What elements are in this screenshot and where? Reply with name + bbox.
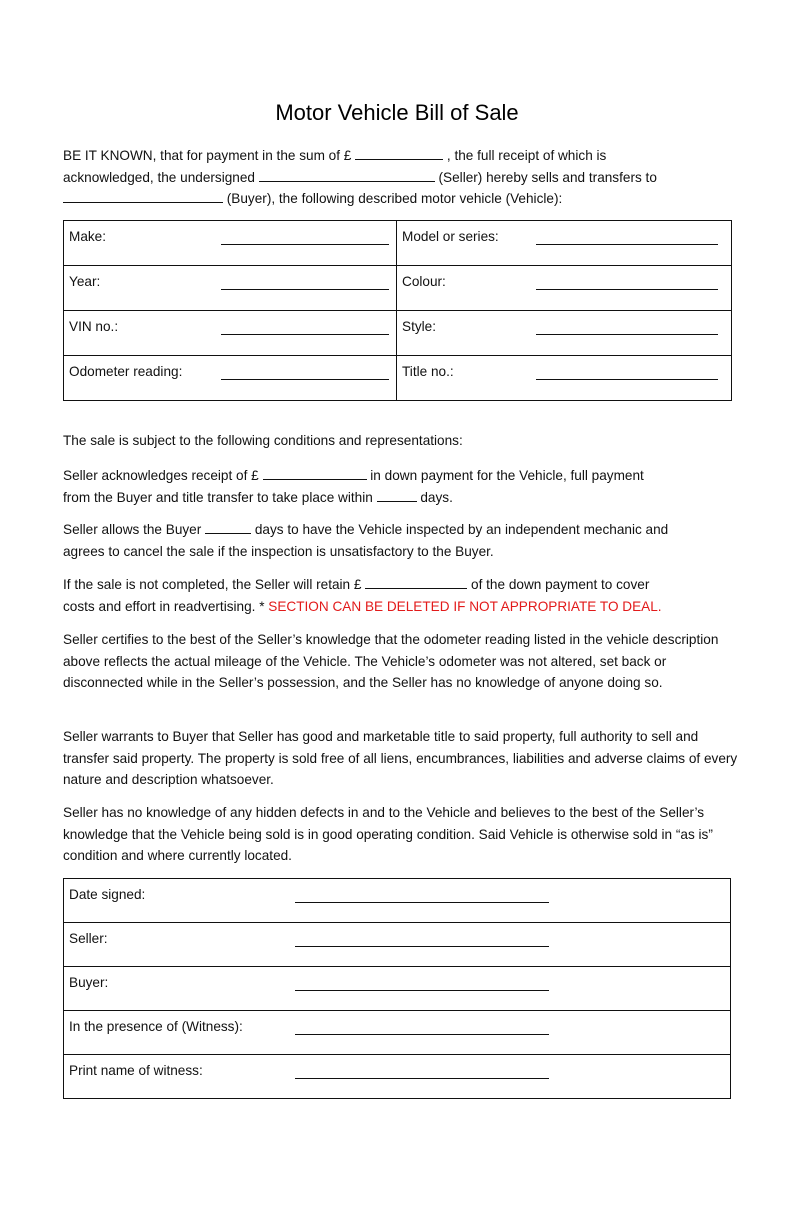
retain-text: of the down payment to cover: [471, 577, 650, 592]
retain-text: If the sale is not completed, the Seller will retain £: [63, 577, 362, 592]
table-row: [64, 266, 732, 311]
make-field[interactable]: [221, 244, 389, 245]
down-payment-text: days.: [420, 489, 453, 505]
table-row: [64, 1011, 731, 1055]
vin-label: VIN no.:: [69, 319, 119, 334]
retain-text: costs and effort in readvertising. *: [63, 598, 265, 614]
retain-paragraph: [63, 574, 743, 617]
down-payment-amount-field[interactable]: [263, 466, 367, 480]
year-field[interactable]: [221, 289, 389, 290]
inspection-text: days to have the Vehicle inspected by an independent mechanic and: [254, 522, 669, 537]
transfer-days-field[interactable]: [377, 488, 417, 502]
table-row: [64, 356, 732, 401]
date-signed-label: Date signed:: [69, 887, 146, 902]
style-label: Style:: [402, 319, 436, 334]
model-label: Model or series:: [402, 229, 499, 244]
odometer-certification-paragraph: Seller certifies to the best of the Seller’s knowledge that the odometer reading listed in the vehicle description above reflects the actual mileage of the Vehicle. The Vehicle’s odometer was not altered, set back or disconnected while in the Seller’s possession, and the Seller has no knowledge of anyone doing so.: [63, 632, 719, 690]
year-label: Year:: [69, 274, 101, 289]
document-title: Motor Vehicle Bill of Sale: [275, 100, 519, 125]
vin-field[interactable]: [221, 334, 389, 335]
buyer-signature-field[interactable]: [295, 990, 549, 991]
date-signed-field[interactable]: [295, 902, 549, 903]
warranty-paragraph: Seller warrants to Buyer that Seller has good and marketable title to said property, full authority to sell and transfer said property. The property is sold free of all liens, encumbrances, liabilities and adverse claims of every nature and description whatsoever.: [63, 729, 738, 787]
down-payment-text: Seller acknowledges receipt of £: [63, 468, 259, 483]
intro-text: acknowledged, the undersigned: [63, 169, 255, 185]
make-label: Make:: [69, 229, 107, 244]
odometer-field[interactable]: [221, 379, 389, 380]
intro-text: (Seller) hereby sells and transfers to: [438, 169, 657, 185]
table-row: [64, 879, 731, 923]
table-row: [64, 923, 731, 967]
down-payment-paragraph: [63, 465, 743, 508]
witness-label: In the presence of (Witness):: [69, 1019, 243, 1034]
defects-paragraph: Seller has no knowledge of any hidden defects in and to the Vehicle and believes to the best of the Seller’s knowledge that the Vehicle being sold is in good operating condition. Said Vehicle is otherwise sold in “as is” condition and where currently located.: [63, 805, 713, 863]
retain-amount-field[interactable]: [365, 575, 467, 589]
deletion-note: SECTION CAN BE DELETED IF NOT APPROPRIATE TO DEAL.: [268, 598, 662, 614]
colour-field[interactable]: [536, 289, 718, 290]
down-payment-text: from the Buyer and title transfer to take place within: [63, 489, 373, 505]
witness-name-field[interactable]: [295, 1078, 549, 1079]
style-field[interactable]: [536, 334, 718, 335]
table-row: [64, 967, 731, 1011]
intro-paragraph: [63, 145, 743, 210]
inspection-days-field[interactable]: [205, 520, 251, 534]
title-no-field[interactable]: [536, 379, 718, 380]
seller-name-field[interactable]: [259, 168, 435, 182]
seller-signature-field[interactable]: [295, 946, 549, 947]
buyer-name-field[interactable]: [63, 189, 223, 203]
table-row: [64, 221, 732, 266]
inspection-paragraph: [63, 519, 743, 562]
buyer-signature-label: Buyer:: [69, 975, 109, 990]
witness-signature-field[interactable]: [295, 1034, 549, 1035]
vehicle-details-table: [63, 220, 732, 401]
inspection-text: Seller allows the Buyer: [63, 522, 202, 537]
intro-text: (Buyer), the following described motor vehicle (Vehicle):: [226, 191, 563, 206]
payment-sum-field[interactable]: [355, 146, 443, 160]
inspection-text: agrees to cancel the sale if the inspection is unsatisfactory to the Buyer.: [63, 543, 494, 559]
witness-name-label: Print name of witness:: [69, 1063, 203, 1078]
colour-label: Colour:: [402, 274, 446, 289]
model-field[interactable]: [536, 244, 718, 245]
odometer-label: Odometer reading:: [69, 364, 183, 379]
signature-table: [63, 878, 731, 1099]
title-no-label: Title no.:: [402, 364, 454, 379]
intro-text: BE IT KNOWN, that for payment in the sum of £: [63, 148, 352, 163]
conditions-heading: The sale is subject to the following conditions and representations:: [63, 433, 463, 448]
table-row: [64, 1055, 731, 1099]
table-row: [64, 311, 732, 356]
intro-text: , the full receipt of which is: [446, 148, 607, 163]
seller-signature-label: Seller:: [69, 931, 108, 946]
down-payment-text: in down payment for the Vehicle, full payment: [370, 468, 644, 483]
